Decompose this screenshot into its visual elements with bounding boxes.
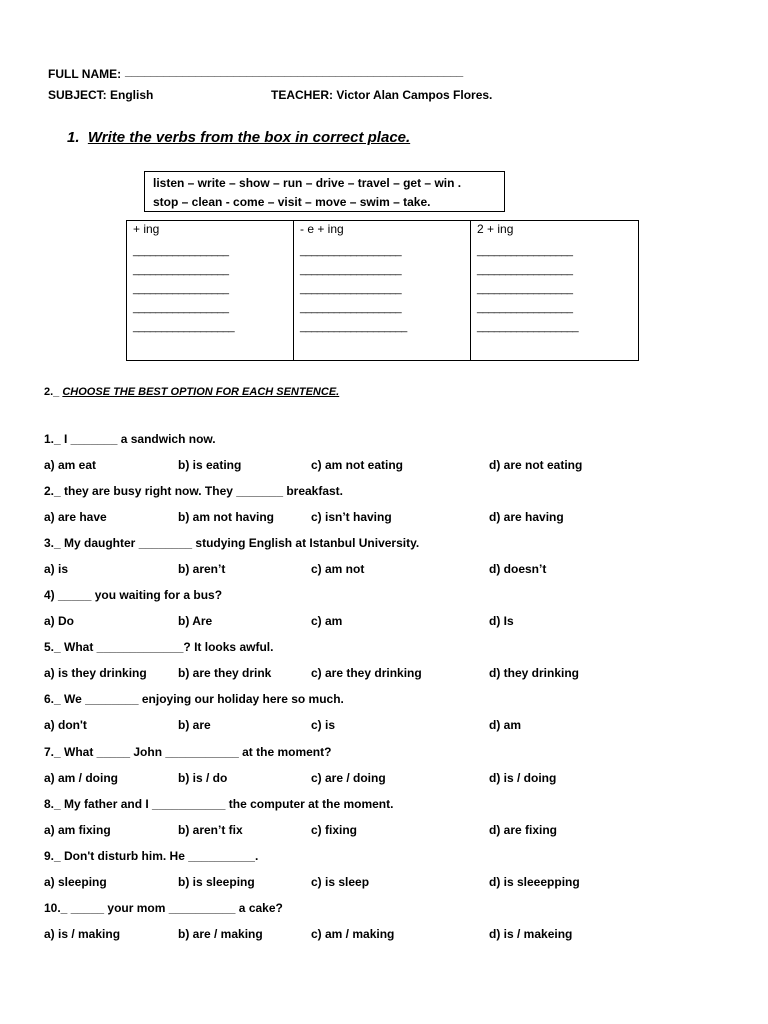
column-double-plus-ing bbox=[471, 221, 639, 361]
answer-option-d[interactable]: d) is / doing bbox=[489, 771, 557, 785]
answer-option-a[interactable]: a) are have bbox=[44, 510, 107, 524]
answer-option-b[interactable]: b) Are bbox=[178, 614, 213, 628]
answer-blank[interactable]: _________________ bbox=[133, 245, 229, 257]
answer-option-d[interactable]: d) am bbox=[489, 718, 522, 732]
answer-option-b[interactable]: b) aren’t fix bbox=[178, 823, 243, 837]
answer-option-b[interactable]: b) are they drink bbox=[178, 666, 272, 680]
answer-option-d[interactable]: d) are fixing bbox=[489, 823, 558, 837]
answer-option-b[interactable]: b) is sleeping bbox=[178, 875, 255, 889]
verb-box-line2: stop – clean - come – visit – move – swim – take. bbox=[153, 195, 431, 209]
section1-title bbox=[67, 129, 410, 146]
answer-option-c[interactable]: c) are they drinking bbox=[311, 666, 422, 680]
answer-option-d[interactable]: d) they drinking bbox=[489, 666, 579, 680]
column-header: + ing bbox=[133, 222, 160, 236]
answer-blank[interactable]: __________________ bbox=[300, 245, 402, 257]
full-name-label: FULL NAME: bbox=[48, 67, 122, 81]
question-text: 4) _____ you waiting for a bus? bbox=[44, 588, 223, 602]
question-text: 9._ Don't disturb him. He __________. bbox=[44, 849, 259, 863]
answer-blank[interactable]: ___________________ bbox=[300, 321, 407, 333]
answer-option-a[interactable]: a) don't bbox=[44, 718, 87, 732]
answer-option-a[interactable]: a) is they drinking bbox=[44, 666, 147, 680]
verb-columns-table bbox=[126, 220, 639, 361]
answer-option-b[interactable]: b) aren’t bbox=[178, 562, 226, 576]
answer-option-d[interactable]: d) are having bbox=[489, 510, 564, 524]
answer-option-a[interactable]: a) is / making bbox=[44, 927, 121, 941]
answer-option-c[interactable]: c) isn’t having bbox=[311, 510, 392, 524]
answer-option-d[interactable]: d) are not eating bbox=[489, 458, 583, 472]
answer-option-c[interactable]: c) is sleep bbox=[311, 875, 370, 889]
answer-option-c[interactable]: c) am bbox=[311, 614, 343, 628]
question-text: 10._ _____ your mom __________ a cake? bbox=[44, 901, 283, 915]
answer-option-c[interactable]: c) am not bbox=[311, 562, 365, 576]
answer-blank[interactable]: _________________ bbox=[133, 283, 229, 295]
teacher-label: TEACHER: Victor Alan Campos Flores. bbox=[271, 88, 493, 102]
section2-title bbox=[44, 386, 339, 398]
answer-option-c[interactable]: c) are / doing bbox=[311, 771, 386, 785]
answer-option-b[interactable]: b) are / making bbox=[178, 927, 263, 941]
verb-box-line1: listen – write – show – run – drive – travel – get – win . bbox=[153, 176, 462, 190]
answer-blank[interactable]: _________________ bbox=[477, 302, 573, 314]
question-text: 2._ they are busy right now. They _______ breakfast. bbox=[44, 484, 344, 498]
answer-option-d[interactable]: d) Is bbox=[489, 614, 514, 628]
answer-blank[interactable]: __________________ bbox=[133, 321, 235, 333]
question-text: 1._ I _______ a sandwich now. bbox=[44, 432, 216, 446]
question-text: 6._ We ________ enjoying our holiday here so much. bbox=[44, 692, 344, 706]
answer-option-b[interactable]: b) is eating bbox=[178, 458, 242, 472]
answer-option-a[interactable]: a) am fixing bbox=[44, 823, 111, 837]
question-text: 5._ What _____________? It looks awful. bbox=[44, 640, 274, 654]
answer-option-a[interactable]: a) is bbox=[44, 562, 69, 576]
answer-option-c[interactable]: c) am / making bbox=[311, 927, 395, 941]
full-name-line[interactable]: _____________________________________________________ bbox=[125, 64, 463, 78]
answer-option-b[interactable]: b) is / do bbox=[178, 771, 228, 785]
answer-option-d[interactable]: d) is sleeepping bbox=[489, 875, 580, 889]
answer-option-c[interactable]: c) am not eating bbox=[311, 458, 404, 472]
answer-blank[interactable]: __________________ bbox=[300, 283, 402, 295]
verb-box bbox=[144, 171, 505, 212]
section2-number: 2._ bbox=[44, 386, 60, 398]
section1-number: 1. bbox=[67, 129, 80, 146]
column-minus-e-plus-ing bbox=[294, 221, 471, 361]
column-header: 2 + ing bbox=[477, 222, 514, 236]
section1-title-text: Write the verbs from the box in correct place. bbox=[87, 129, 411, 146]
question-text: 3._ My daughter ________ studying English at Istanbul University. bbox=[44, 536, 420, 550]
answer-blank[interactable]: _________________ bbox=[477, 264, 573, 276]
answer-blank[interactable]: _________________ bbox=[477, 283, 573, 295]
answer-option-a[interactable]: a) am / doing bbox=[44, 771, 119, 785]
answer-blank[interactable]: _________________ bbox=[133, 264, 229, 276]
answer-option-a[interactable]: a) Do bbox=[44, 614, 74, 628]
section2-title-text: CHOOSE THE BEST OPTION FOR EACH SENTENCE. bbox=[62, 386, 340, 398]
answer-option-c[interactable]: c) is bbox=[311, 718, 336, 732]
answer-option-d[interactable]: d) is / makeing bbox=[489, 927, 573, 941]
answer-blank[interactable]: _________________ bbox=[477, 245, 573, 257]
subject-label: SUBJECT: English bbox=[48, 88, 154, 102]
answer-option-a[interactable]: a) am eat bbox=[44, 458, 97, 472]
answer-blank[interactable]: __________________ bbox=[300, 264, 402, 276]
answer-option-c[interactable]: c) fixing bbox=[311, 823, 358, 837]
answer-option-a[interactable]: a) sleeping bbox=[44, 875, 107, 889]
question-text: 7._ What _____ John ___________ at the moment? bbox=[44, 745, 332, 759]
column-header: - e + ing bbox=[300, 222, 344, 236]
answer-blank[interactable]: __________________ bbox=[300, 302, 402, 314]
answer-option-b[interactable]: b) are bbox=[178, 718, 211, 732]
answer-option-b[interactable]: b) am not having bbox=[178, 510, 274, 524]
column-plus-ing bbox=[127, 221, 294, 361]
answer-blank[interactable]: __________________ bbox=[477, 321, 579, 333]
question-text: 8._ My father and I ___________ the computer at the moment. bbox=[44, 797, 394, 811]
answer-blank[interactable]: _________________ bbox=[133, 302, 229, 314]
answer-option-d[interactable]: d) doesn’t bbox=[489, 562, 547, 576]
